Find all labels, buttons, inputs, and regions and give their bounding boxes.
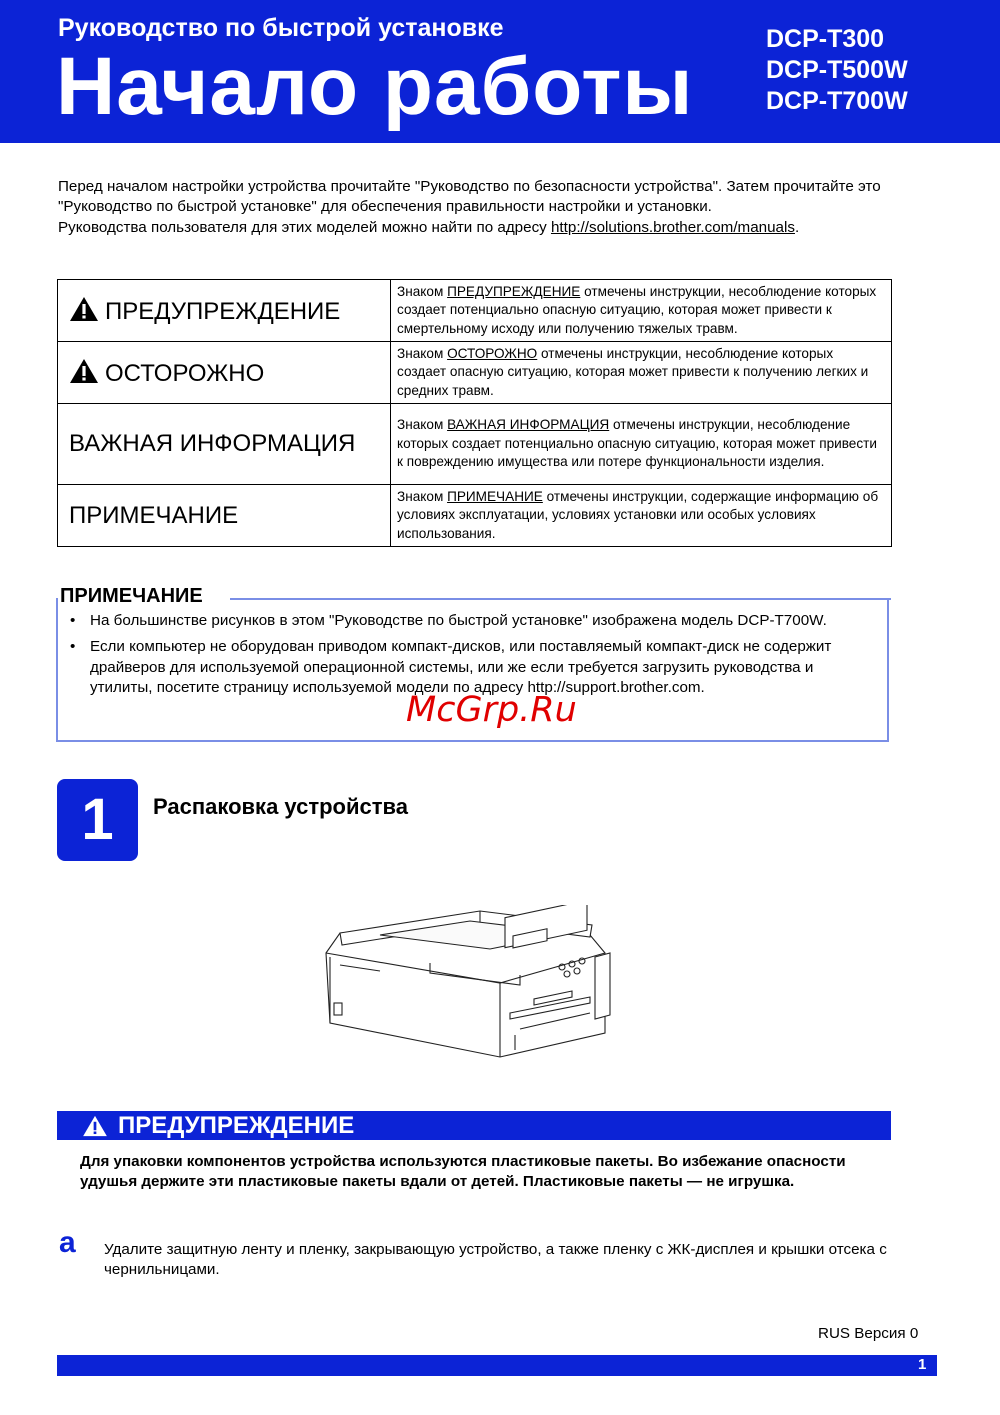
desc-rest: отмечены инструкции, несоблюдение которых создает потенциально опасную ситуацию, которая может привести к смертельному исходу или получению тяжелых травм. bbox=[397, 283, 877, 336]
bullet: • bbox=[70, 612, 76, 629]
desc-rest: отмечены инструкции, несоблюдение которых создает опасную ситуацию, которая может привести к получению легких и средних травм. bbox=[397, 345, 869, 398]
desc-rest: отмечены инструкции, содержащие информацию об условиях эксплуатации, условиях установки или особых условиях использования. bbox=[397, 488, 879, 541]
symbol-label: ПРИМЕЧАНИЕ bbox=[69, 501, 239, 529]
model-name: DCP-T500W bbox=[766, 56, 908, 84]
table-row bbox=[58, 404, 892, 485]
symbol-label-cell bbox=[58, 342, 391, 404]
page-number: 1 bbox=[918, 1356, 927, 1373]
warning-triangle-icon bbox=[82, 1115, 108, 1137]
intro-line-1: Перед началом настройки устройства прочитайте "Руководство по безопасности устройства". Затем прочитайте это "Руководство по быстрой установке" для обеспечения правильности настройки и установки. bbox=[58, 178, 881, 216]
support-link[interactable]: http://support.brother.com bbox=[527, 678, 701, 696]
warning-text: Для упаковки компонентов устройства используются пластиковые пакеты. Во избежание опасности удушья держите эти пластиковые пакеты вдали от детей. Пластиковые пакеты — не игрушка. bbox=[80, 1153, 846, 1191]
desc-term: ПРИМЕЧАНИЕ bbox=[447, 488, 543, 504]
sub-step-letter: a bbox=[59, 1226, 76, 1259]
symbol-label-cell bbox=[58, 485, 391, 547]
desc-prefix: Знаком bbox=[397, 283, 448, 299]
watermark: McGrp.Ru bbox=[406, 690, 577, 730]
desc-prefix: Знаком bbox=[397, 488, 448, 504]
symbol-label-cell bbox=[58, 404, 391, 485]
desc-term: ВАЖНАЯ ИНФОРМАЦИЯ bbox=[447, 417, 610, 433]
table-row bbox=[58, 342, 892, 404]
printer-illustration bbox=[320, 905, 620, 1065]
symbol-label-cell bbox=[58, 280, 391, 342]
intro-line-2-text: Руководства пользователя для этих моделей можно найти по адресу bbox=[58, 218, 551, 236]
desc-prefix: Знаком bbox=[397, 345, 448, 361]
step-number-badge: 1 bbox=[57, 779, 138, 861]
table-row bbox=[58, 280, 892, 342]
list-item bbox=[70, 611, 870, 631]
symbol-description bbox=[391, 280, 892, 342]
model-name: DCP-T300 bbox=[766, 25, 885, 53]
intro-line-2-suffix: . bbox=[794, 218, 800, 236]
note-item-text: Если компьютер не оборудован приводом компакт-дисков, или поставляемый компакт-диск не содержит драйверов для используемой операционной системы, или же если требуется загрузить руководства и утилиты, посетите страницу используемой модели по адресу bbox=[90, 638, 832, 696]
desc-term: ПРЕДУПРЕЖДЕНИЕ bbox=[447, 283, 581, 299]
warning-triangle-icon bbox=[69, 358, 99, 384]
sub-step-text: Удалите защитную ленту и пленку, закрывающую устройство, а также пленку с ЖК-дисплея и крышки отсека с чернильницами. bbox=[104, 1241, 887, 1279]
step-title: Распаковка устройства bbox=[153, 794, 408, 819]
table-row bbox=[58, 485, 892, 547]
warning-banner bbox=[57, 1111, 891, 1140]
symbol-label: ПРЕДУПРЕЖДЕНИЕ bbox=[105, 297, 341, 325]
intro-paragraph bbox=[58, 177, 898, 238]
warning-label: ПРЕДУПРЕЖДЕНИЕ bbox=[118, 1112, 355, 1139]
symbols-table bbox=[57, 279, 892, 547]
note-divider bbox=[230, 598, 891, 600]
note-item-text: На большинстве рисунков в этом "Руководстве по быстрой установке" изображена модель DCP-T700W. bbox=[90, 612, 827, 629]
symbol-description bbox=[391, 342, 892, 404]
intro-line-2 bbox=[58, 218, 898, 238]
model-list bbox=[766, 24, 908, 117]
page-title: Начало работы bbox=[56, 41, 694, 132]
version-label: RUS Версия 0 bbox=[818, 1325, 919, 1342]
header-subtitle: Руководство по быстрой установке bbox=[58, 14, 504, 42]
desc-rest: отмечены инструкции, несоблюдение которых создает потенциально опасную ситуацию, которая может привести к повреждению имущества или потере функциональности изделия. bbox=[397, 417, 877, 470]
bullet: • bbox=[70, 638, 76, 656]
symbol-label: ОСТОРОЖНО bbox=[105, 359, 265, 387]
manuals-link[interactable]: http://solutions.brother.com/manuals bbox=[550, 218, 795, 236]
desc-prefix: Знаком bbox=[397, 417, 448, 433]
warning-triangle-icon bbox=[69, 296, 99, 322]
symbol-label: ВАЖНАЯ ИНФОРМАЦИЯ bbox=[69, 430, 356, 457]
model-name: DCP-T700W bbox=[766, 87, 908, 115]
note-title: ПРИМЕЧАНИЕ bbox=[60, 585, 203, 607]
note-item-suffix: . bbox=[700, 678, 705, 696]
desc-term: ОСТОРОЖНО bbox=[447, 345, 538, 361]
symbol-description bbox=[391, 404, 892, 485]
symbol-description bbox=[391, 485, 892, 547]
footer-bar bbox=[57, 1355, 937, 1376]
